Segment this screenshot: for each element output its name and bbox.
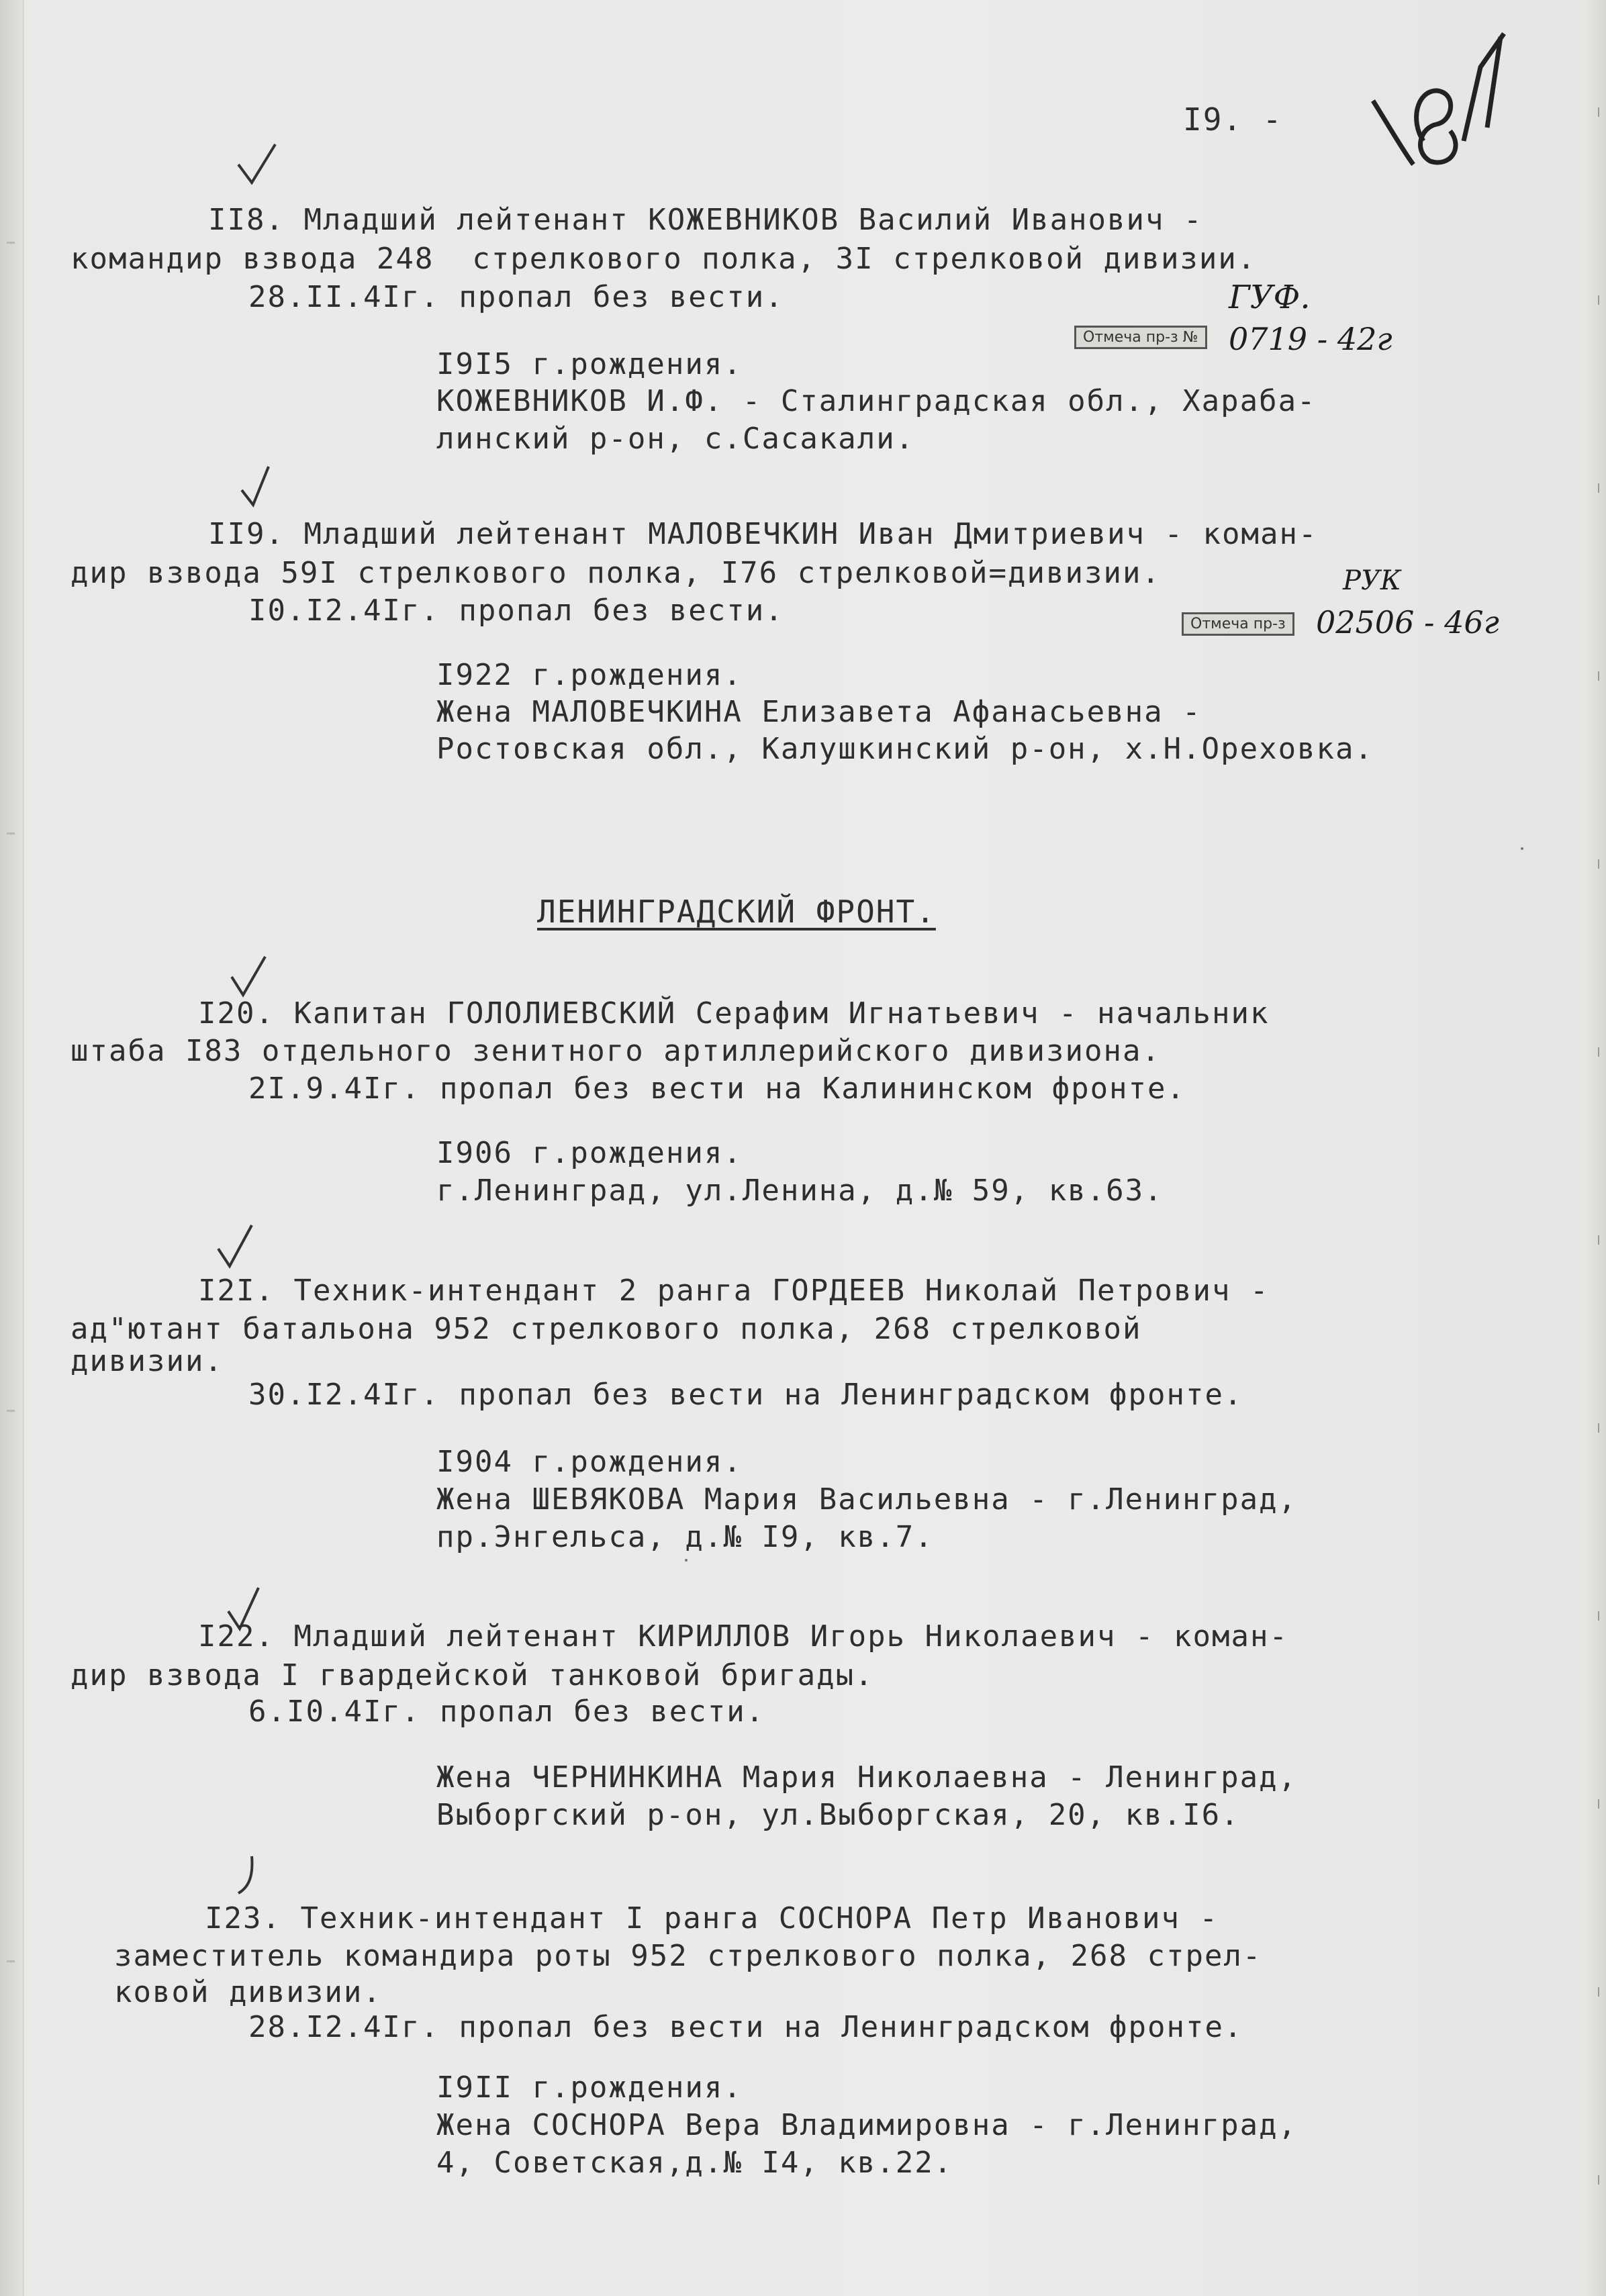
binding-stitch bbox=[7, 1960, 15, 1962]
entry-120-line1: I20. Капитан ГОЛОЛИЕВСКИЙ Серафим Игнатьевич - начальник bbox=[198, 996, 1270, 1031]
section-heading: ЛЕНИНГРАДСКИЙ ФРОНТ. bbox=[537, 894, 936, 930]
entry-121-detail-3: пр.Энгельса, д.№ I9, кв.7. bbox=[436, 1520, 934, 1554]
entry-123-date: 28.I2.4Iг. пропал без вести на Ленинградском фронте. bbox=[248, 2010, 1243, 2044]
entry-119-detail-3: Ростовская обл., Калушкинский р-он, х.Н.Ореховка. bbox=[436, 732, 1374, 766]
entry-121-detail-1: I904 г.рождения. bbox=[436, 1445, 743, 1479]
check-mark-icon bbox=[235, 141, 282, 188]
entry-120-detail-2: г.Ленинград, ул.Ленина, д.№ 59, кв.63. bbox=[436, 1174, 1164, 1208]
check-mark-icon bbox=[228, 953, 275, 1000]
binding-stitch bbox=[7, 242, 15, 244]
entry-120-date: 2I.9.4Iг. пропал без вести на Калининском фронте. bbox=[248, 1071, 1186, 1106]
stamp-number-118: 0719 - 42г bbox=[1229, 321, 1392, 357]
check-mark-icon bbox=[238, 463, 285, 510]
stamp-handwritten-118: ГУФ. bbox=[1229, 279, 1311, 316]
entry-123-line2: заместитель командира роты 952 стрелкового полка, 268 стрел- bbox=[114, 1939, 1262, 1973]
stamp-handwritten-119: РУК bbox=[1343, 565, 1401, 596]
binding-stitch bbox=[7, 832, 15, 834]
entry-119-detail-1: I922 г.рождения. bbox=[436, 658, 743, 692]
entry-118-line1: II8. Младший лейтенант КОЖЕВНИКОВ Василий Иванович - bbox=[208, 203, 1203, 237]
entry-122-date: 6.I0.4Iг. пропал без вести. bbox=[248, 1694, 765, 1729]
entry-119-detail-2: Жена МАЛОВЕЧКИНА Елизавета Афанасьевна - bbox=[436, 695, 1202, 729]
folio-number-handwritten bbox=[1363, 27, 1517, 181]
entry-121-line1: I2I. Техник-интендант 2 ранга ГОРДЕЕВ Николай Петрович - bbox=[198, 1274, 1270, 1308]
entry-118-detail-3: линский р-он, с.Сасакали. bbox=[436, 422, 915, 456]
page-number: I9. - bbox=[1183, 101, 1283, 138]
entry-123-detail-2: Жена СОСНОРА Вера Владимировна - г.Ленинград, bbox=[436, 2108, 1298, 2142]
entry-122-line1: I22. Младший лейтенант КИРИЛЛОВ Игорь Николаевич - коман- bbox=[198, 1619, 1288, 1654]
entry-121-date: 30.I2.4Iг. пропал без вести на Ленинградском фронте. bbox=[248, 1378, 1243, 1412]
entry-123-detail-1: I9II г.рождения. bbox=[436, 2070, 743, 2105]
entry-121-line2: ад"ютант батальона 952 стрелкового полка, 268 стрелковой bbox=[70, 1312, 1142, 1346]
entry-123-detail-3: 4, Советская,д.№ I4, кв.22. bbox=[436, 2146, 953, 2180]
entry-118-detail-1: I9I5 г.рождения. bbox=[436, 347, 743, 381]
entry-123-line3: ковой дивизии. bbox=[114, 1975, 382, 2009]
entry-121-detail-2: Жена ШЕВЯКОВА Мария Васильевна - г.Ленинград, bbox=[436, 1482, 1298, 1517]
entry-119-line2: дир взвода 59I стрелкового полка, I76 стрелковой=дивизии. bbox=[70, 556, 1161, 590]
registry-stamp: Отмеча пр-з bbox=[1182, 612, 1294, 636]
entry-119-line1: II9. Младший лейтенант МАЛОВЕЧКИН Иван Дмитриевич - коман- bbox=[208, 517, 1318, 551]
entry-122-detail-2: Выборгский р-он, ул.Выборгская, 20, кв.I6. bbox=[436, 1798, 1240, 1832]
entry-119-date: I0.I2.4Iг. пропал без вести. bbox=[248, 593, 784, 628]
entry-122-line2: дир взвода I гвардейской танковой бригады. bbox=[70, 1658, 874, 1692]
entry-120-line2: штаба I83 отдельного зенитного артиллерийского дивизиона. bbox=[70, 1034, 1161, 1068]
entry-122-detail-1: Жена ЧЕРНИНКИНА Мария Николаевна - Ленинград, bbox=[436, 1760, 1298, 1795]
binding-strip bbox=[0, 0, 23, 2296]
entry-118-detail-2: КОЖЕВНИКОВ И.Ф. - Сталинградская обл., Харабa- bbox=[436, 384, 1317, 418]
entry-118-line2: командир взвода 248 стрелкового полка, 3I стрелковой дивизии. bbox=[70, 242, 1257, 276]
stamp-number-119: 02506 - 46г bbox=[1316, 604, 1499, 640]
registry-stamp: Отмеча пр-з № bbox=[1074, 326, 1207, 349]
check-mark-icon bbox=[225, 1853, 272, 1900]
entry-118-date: 28.II.4Iг. пропал без вести. bbox=[248, 280, 784, 314]
entry-123-line1: I23. Техник-интендант I ранга СОСНОРА Петр Иванович - bbox=[205, 1901, 1219, 1935]
entry-121-line3: дивизии. bbox=[70, 1344, 224, 1378]
binding-stitch bbox=[7, 1410, 15, 1412]
entry-120-detail-1: I906 г.рождения. bbox=[436, 1136, 743, 1170]
check-mark-icon bbox=[215, 1222, 262, 1269]
right-page-edge bbox=[1583, 0, 1606, 2296]
